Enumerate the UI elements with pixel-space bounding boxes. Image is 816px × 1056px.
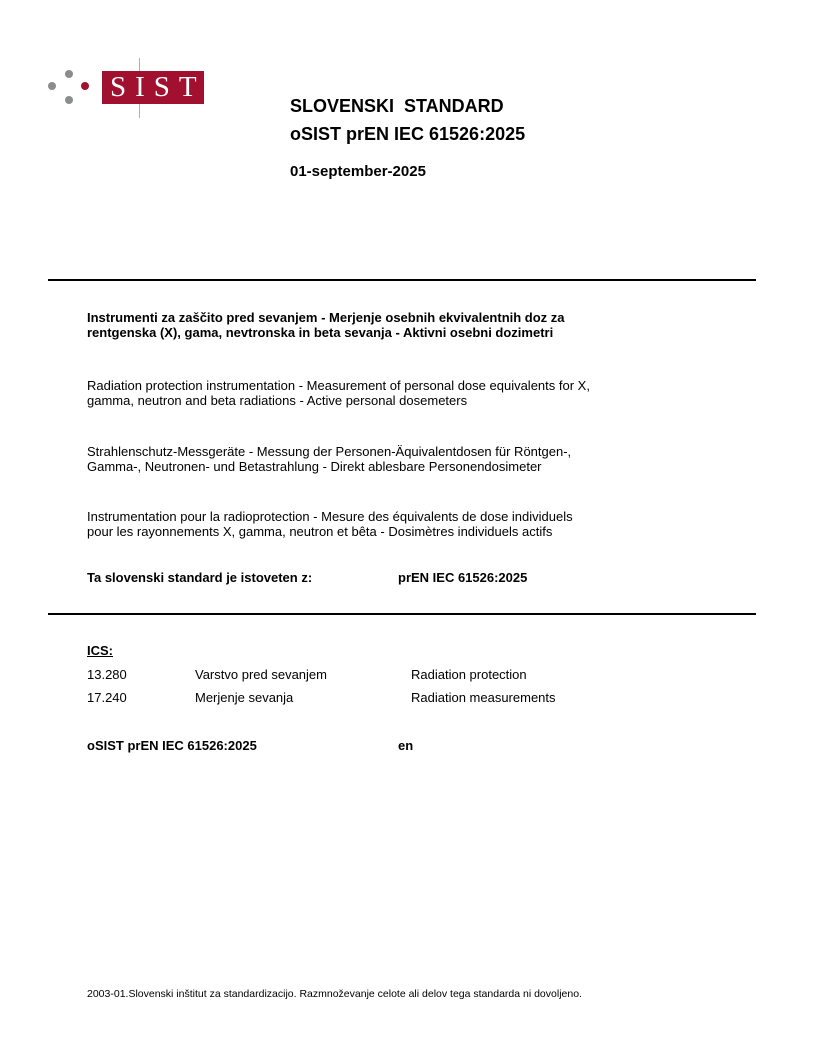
ics-code: 17.240 (87, 690, 127, 705)
top-divider (48, 279, 756, 281)
ics-english: Radiation measurements (411, 690, 556, 705)
standard-heading: SLOVENSKI STANDARD (290, 96, 504, 116)
copyright-footer: 2003-01.Slovenski inštitut za standardizacijo. Razmnoževanje celote ali delov tega standarda ni dovoljeno. (87, 988, 582, 1000)
title-german (87, 444, 747, 474)
title-french-line: pour les rayonnements X, gamma, neutron et bêta - Dosimètres individuels actifs (87, 524, 553, 539)
title-slovenian (87, 310, 747, 340)
identical-label: Ta slovenski standard je istoveten z: (87, 570, 313, 585)
bottom-divider (48, 613, 756, 615)
logo-dot-icon (65, 70, 73, 78)
sist-logo (46, 58, 216, 122)
title-german-line: Strahlenschutz-Messgeräte - Messung der Personen-Äquivalentdosen für Röntgen-, (87, 444, 572, 459)
document-code: oSIST prEN IEC 61526:2025 (87, 738, 257, 753)
logo-dot-icon (65, 96, 73, 104)
title-french (87, 509, 747, 539)
document-language: en (398, 738, 414, 753)
title-slovenian-line: Instrumenti za zaščito pred sevanjem - Merjenje osebnih ekvivalentnih doz za (87, 310, 565, 325)
logo-dot-icon (81, 82, 89, 90)
ics-slovenian: Merjenje sevanja (195, 690, 294, 705)
logo-text: SIST (102, 71, 204, 104)
ics-heading: ICS: (87, 643, 113, 658)
identical-value: prEN IEC 61526:2025 (398, 570, 528, 585)
title-english-line: Radiation protection instrumentation - Measurement of personal dose equivalents for X, (87, 378, 590, 393)
ics-english: Radiation protection (411, 667, 527, 682)
title-german-line: Gamma-, Neutronen- und Betastrahlung - Direkt ablesbare Personendosimeter (87, 459, 542, 474)
title-english-line: gamma, neutron and beta radiations - Active personal dosemeters (87, 393, 468, 408)
title-french-line: Instrumentation pour la radioprotection - Mesure des équivalents de dose individuels (87, 509, 573, 524)
ics-slovenian: Varstvo pred sevanjem (195, 667, 327, 682)
logo-dot-icon (48, 82, 56, 90)
title-slovenian-line: rentgenska (X), gama, nevtronska in beta sevanja - Aktivni osebni dozimetri (87, 325, 554, 340)
standard-number: oSIST prEN IEC 61526:2025 (290, 124, 526, 144)
publication-date: 01-september-2025 (290, 163, 426, 180)
ics-code: 13.280 (87, 667, 127, 682)
title-english (87, 378, 747, 408)
